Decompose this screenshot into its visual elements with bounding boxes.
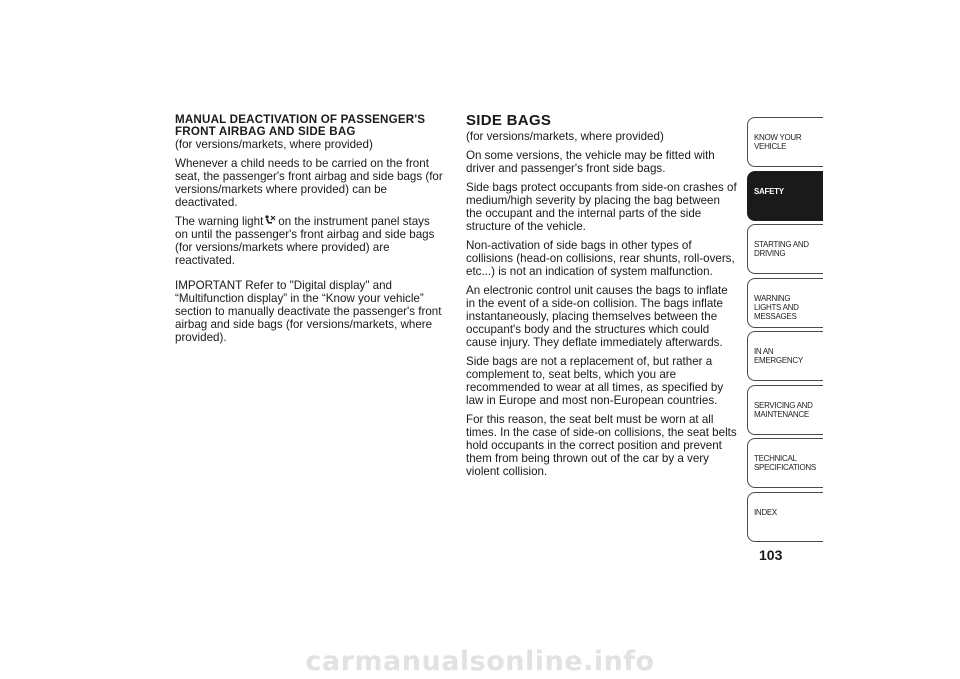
paragraph: An electronic control unit causes the bags to inflate in the event of a side-on collision. The bags inflate instantaneously, placing themselves between the occupant's body and the structures which could cause injury. They deflate immediately afterwards.	[466, 284, 728, 349]
paragraph-text: The warning light	[175, 215, 264, 228]
passenger-airbag-off-icon	[264, 215, 276, 226]
section-heading-side-bags: SIDE BAGS	[466, 112, 552, 129]
paragraph: For this reason, the seat belt must be worn at all times. In the case of side-on collisions, the seat belts hold occupants in the correct position and prevent them from being thrown out of the car by a very violent collision.	[466, 413, 737, 478]
tab-servicing-and-maintenance[interactable]: SERVICING AND MAINTENANCE	[747, 385, 823, 435]
watermark: carmanualsonline.info	[305, 646, 655, 677]
left-column	[175, 114, 445, 350]
tab-warning-lights-and-messages[interactable]: WARNING LIGHTS AND MESSAGES	[747, 278, 823, 328]
versions-note: (for versions/markets, where provided)	[466, 130, 664, 143]
paragraph: Whenever a child needs to be carried on the front seat, the passenger's front airbag and side bags (for versions/markets where provided) can be deactivated.	[175, 157, 443, 209]
tab-starting-and-driving[interactable]: STARTING AND DRIVING	[747, 224, 823, 274]
page-number: 103	[759, 547, 783, 563]
section-heading-manual-deactivation: MANUAL DEACTIVATION OF PASSENGER'S FRONT AIRBAG AND SIDE BAG	[175, 113, 426, 138]
right-column	[466, 114, 738, 484]
tab-safety[interactable]: SAFETY	[747, 171, 823, 221]
paragraph: Side bags protect occupants from side-on crashes of medium/high severity by placing the bag between the occupant and the internal parts of the side structure of the vehicle.	[466, 181, 737, 233]
versions-note: (for versions/markets, where provided)	[175, 138, 373, 151]
important-note: IMPORTANT Refer to "Digital display" and “Multifunction display” in the “Know your vehicle” section to manually deactivate the passenger's front airbag and side bags (for versions/markets, where provided).	[175, 279, 442, 344]
tab-technical-specifications[interactable]: TECHNICAL SPECIFICATIONS	[747, 438, 823, 488]
paragraph: Non-activation of side bags in other types of collisions (head-on collisions, rear shunts, roll-overs, etc...) is not an indication of system malfunction.	[466, 239, 735, 278]
tab-know-your-vehicle[interactable]: KNOW YOUR VEHICLE	[747, 117, 823, 167]
tab-index[interactable]: INDEX	[747, 492, 823, 542]
paragraph: On some versions, the vehicle may be fitted with driver and passenger's front side bags.	[466, 149, 715, 175]
section-tabs	[747, 117, 823, 545]
paragraph: Side bags are not a replacement of, but rather a complement to, seat belts, which you are recommended to wear at all times, as specified by law in Europe and most non-European countries.	[466, 355, 724, 407]
paragraph-warning-light	[175, 215, 445, 267]
paragraph-text: on the instrument panel stays on until the passenger's front airbag and side bags (for versions/markets where provided) are reactivated.	[175, 215, 435, 267]
tab-in-an-emergency[interactable]: IN AN EMERGENCY	[747, 331, 823, 381]
